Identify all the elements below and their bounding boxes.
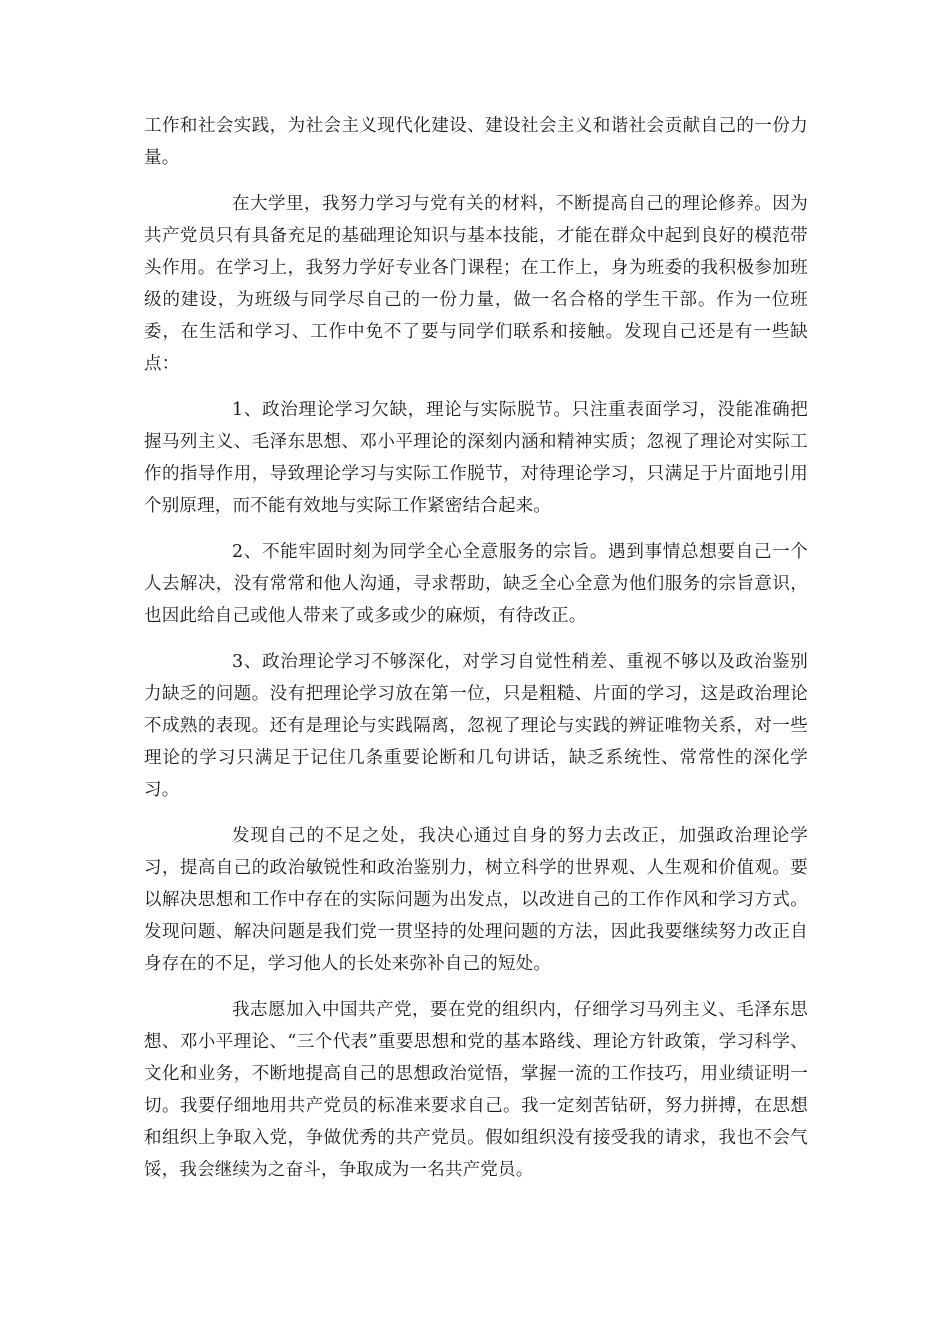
paragraph-2: 在大学里，我努力学习与党有关的材料，不断提高自己的理论修养。因为共产党员只有具备充足的基础理论知识与基本技能，才能在群众中起到良好的模范带头作用。在学习上，我努力学好专业各门课程；在工作上，身为班委的我积极参加班级的建设，为班级与同学尽自己的一份力量，做一名合格的学生干部。作为一位班委，在生活和学习、工作中免不了要与同学们联系和接触。发现自己还是有一些缺点： (144, 194, 808, 374)
paragraph-7: 我志愿加入中国共产党，要在党的组织内，仔细学习马列主义、毛泽东思想、邓小平理论、“三个代表”重要思想和党的基本路线、理论方针政策，学习科学、文化和业务，不断地提高自己的思想政治觉悟，掌握一流的工作技巧，用业绩证明一切。我要仔细地用共产党员的标准来要求自己。我一定刻苦钻研，努力拼搏，在思想和组织上争取入党，争做优秀的共产党员。假如组织没有接受我的请求，我也不会气馁，我会继续为之奋斗，争取成为一名共产党员。 (144, 1000, 808, 1180)
paragraph-3: 1、政治理论学习欠缺，理论与实际脱节。只注重表面学习，没能准确把握马列主义、毛泽东思想、邓小平理论的深刻内涵和精神实质；忽视了理论对实际工作的指导作用，导致理论学习与实际工作脱节，对待理论学习，只满足于片面地引用个别原理，而不能有效地与实际工作紧密结合起来。 (144, 400, 808, 516)
document-page (144, 110, 808, 1200)
paragraph-4: 2、不能牢固时刻为同学全心全意服务的宗旨。遇到事情总想要自己一个人去解决，没有常常和他人沟通，寻求帮助，缺乏全心全意为他们服务的宗旨意识，也因此给自己或他人带来了或多或少的麻烦，有待改正。 (144, 542, 808, 626)
paragraph-5: 3、政治理论学习不够深化，对学习自觉性稍差、重视不够以及政治鉴别力缺乏的问题。没有把理论学习放在第一位，只是粗糙、片面的学习，这是政治理论不成熟的表现。还有是理论与实践隔离，忽视了理论与实践的辨证唯物关系，对一些理论的学习只满足于记住几条重要论断和几句讲话，缺乏系统性、常常性的深化学习。 (144, 652, 808, 800)
paragraph-6: 发现自己的不足之处，我决心通过自身的努力去改正，加强政治理论学习，提高自己的政治敏锐性和政治鉴别力，树立科学的世界观、人生观和价值观。要以解决思想和工作中存在的实际问题为出发点，以改进自己的工作作风和学习方式。发现问题、解决问题是我们党一贯坚持的处理问题的方法，因此我要继续努力改正自身存在的不足，学习他人的长处来弥补自己的短处。 (144, 826, 808, 974)
paragraph-1: 工作和社会实践，为社会主义现代化建设、建设社会主义和谐社会贡献自己的一份力量。 (144, 116, 808, 168)
